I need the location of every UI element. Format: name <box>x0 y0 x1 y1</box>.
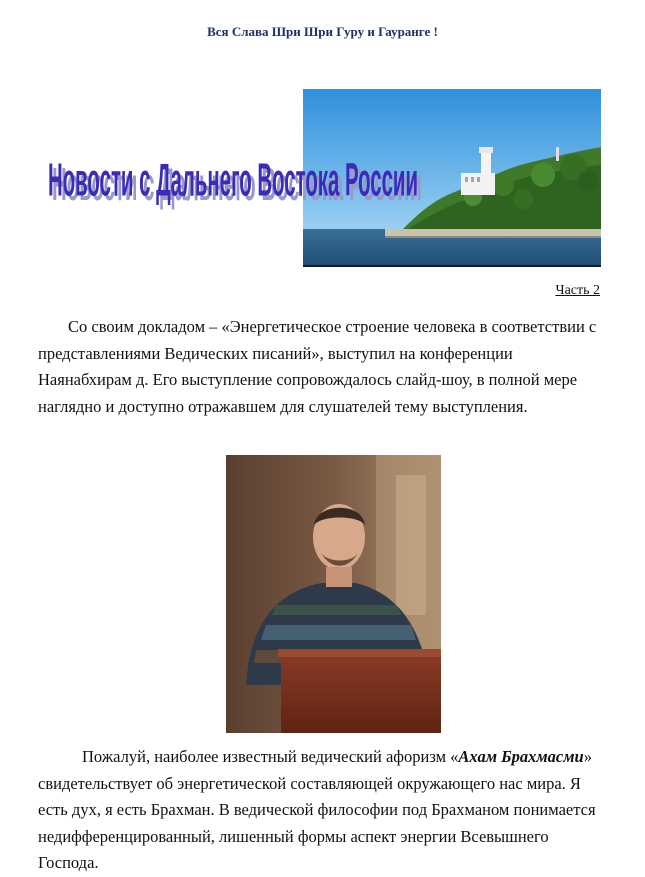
speaker-at-podium-photo-icon <box>226 455 441 733</box>
banner-title-text: Новости с Дальнего Востока России <box>48 154 418 207</box>
paragraph-2-text-end: » свидетельствует об энергетической составляющей окружающего нас мира. Я есть дух, я есть Брахман. В ведической философии под Брахманом понимается недифференцированный, лишенный формы аспект энергии Всевышнего Господа. <box>38 747 596 872</box>
banner-title-shadow: Новости с Дальнего Востока России <box>52 158 422 211</box>
part-label: Часть 2 <box>555 283 600 298</box>
page-header: Вся Слава Шри Шри Гуру и Гауранге ! <box>207 24 438 39</box>
banner-title <box>44 140 434 220</box>
speaker-photo <box>226 455 441 733</box>
paragraph-1-text: Со своим докладом – «Энергетическое строение человека в соответствии с представлениями Ведических писаний», выступил на конференции Наянабхирам д. Его выступление сопровождалось слайд-шоу, в полной мере наглядно и доступно отражавшем для слушателей тему выступления. <box>38 317 597 416</box>
paragraph-2-emphasis: Ахам Брахмасми <box>458 747 584 766</box>
paragraph-1 <box>38 314 604 420</box>
paragraph-2 <box>38 744 604 877</box>
paragraph-2-text-start: Пожалуй, наиболее известный ведический афоризм « <box>82 747 459 766</box>
